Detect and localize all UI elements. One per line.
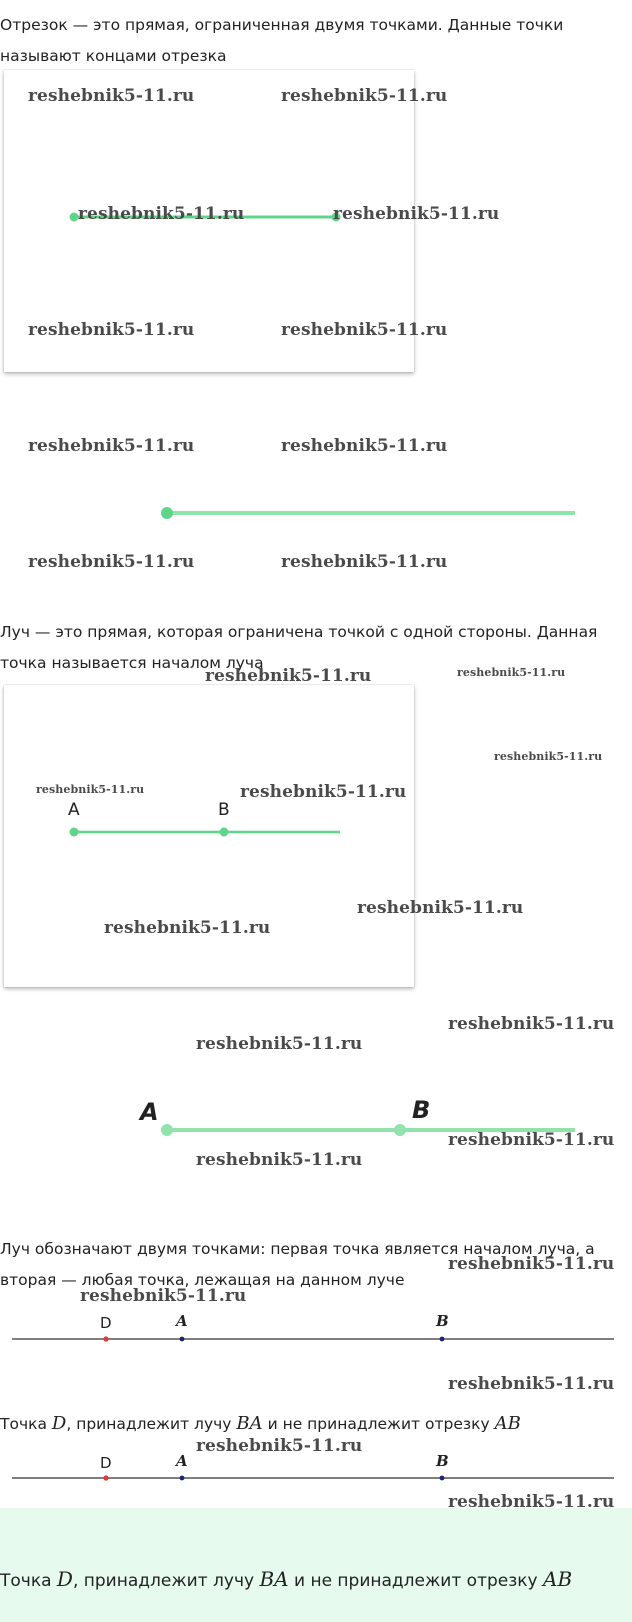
watermark: reshebnik5-11.ru xyxy=(281,552,448,572)
ray-naming-text: Луч обозначают двумя точками: первая точка является началом луча, а вторая — любая точка, лежащая на данном луче xyxy=(0,1240,595,1289)
watermark: reshebnik5-11.ru xyxy=(205,666,372,686)
watermark: reshebnik5-11.ru xyxy=(104,918,271,938)
watermark: reshebnik5-11.ru xyxy=(28,86,195,106)
watermark: reshebnik5-11.ru xyxy=(457,666,566,679)
label-d-2: D xyxy=(100,1454,112,1472)
watermark: reshebnik5-11.ru xyxy=(448,1130,615,1150)
ray-label-a: A xyxy=(68,800,80,820)
watermark: reshebnik5-11.ru xyxy=(196,1150,363,1170)
watermark: reshebnik5-11.ru xyxy=(281,320,448,340)
ray-large-label-a: A xyxy=(140,1098,159,1126)
watermark: reshebnik5-11.ru xyxy=(448,1374,615,1394)
watermark: reshebnik5-11.ru xyxy=(281,86,448,106)
point-a-2 xyxy=(180,1476,185,1481)
watermark: reshebnik5-11.ru xyxy=(240,782,407,802)
watermark: reshebnik5-11.ru xyxy=(281,436,448,456)
watermark: reshebnik5-11.ru xyxy=(36,783,145,796)
point-d-2 xyxy=(103,1475,108,1480)
watermark: reshebnik5-11.ru xyxy=(28,552,195,572)
label-a-2: A xyxy=(176,1452,188,1470)
watermark: reshebnik5-11.ru xyxy=(333,204,500,224)
point-b-2 xyxy=(440,1476,445,1481)
label-a-1: A xyxy=(176,1312,188,1330)
watermark: reshebnik5-11.ru xyxy=(78,204,245,224)
label-d-1: D xyxy=(100,1314,112,1332)
watermark: reshebnik5-11.ru xyxy=(448,1492,615,1512)
watermark: reshebnik5-11.ru xyxy=(28,320,195,340)
statement-2: Точка D, принадлежит лучу BA и не принадлежит отрезку AB xyxy=(0,1567,573,1591)
watermark: reshebnik5-11.ru xyxy=(80,1286,247,1306)
watermark: reshebnik5-11.ru xyxy=(448,1254,615,1274)
watermark: reshebnik5-11.ru xyxy=(196,1436,363,1456)
statement-1: Точка D, принадлежит лучу BA и не принадлежит отрезку AB xyxy=(0,1413,521,1434)
watermark: reshebnik5-11.ru xyxy=(28,436,195,456)
ray-label-b: B xyxy=(218,800,230,820)
watermark: reshebnik5-11.ru xyxy=(448,1014,615,1034)
watermark: reshebnik5-11.ru xyxy=(357,898,524,918)
label-b-2: B xyxy=(436,1452,449,1470)
watermark: reshebnik5-11.ru xyxy=(494,750,603,763)
ray-large-label-b: B xyxy=(412,1096,431,1124)
segment-definition: Отрезок — это прямая, ограниченная двумя точками. Данные точки называют концами отрезка xyxy=(0,16,564,65)
label-b-1: B xyxy=(436,1312,449,1330)
watermark: reshebnik5-11.ru xyxy=(196,1034,363,1054)
ray-definition: Луч — это прямая, которая ограничена точкой с одной стороны. Данная точка называется началом луча xyxy=(0,623,598,672)
